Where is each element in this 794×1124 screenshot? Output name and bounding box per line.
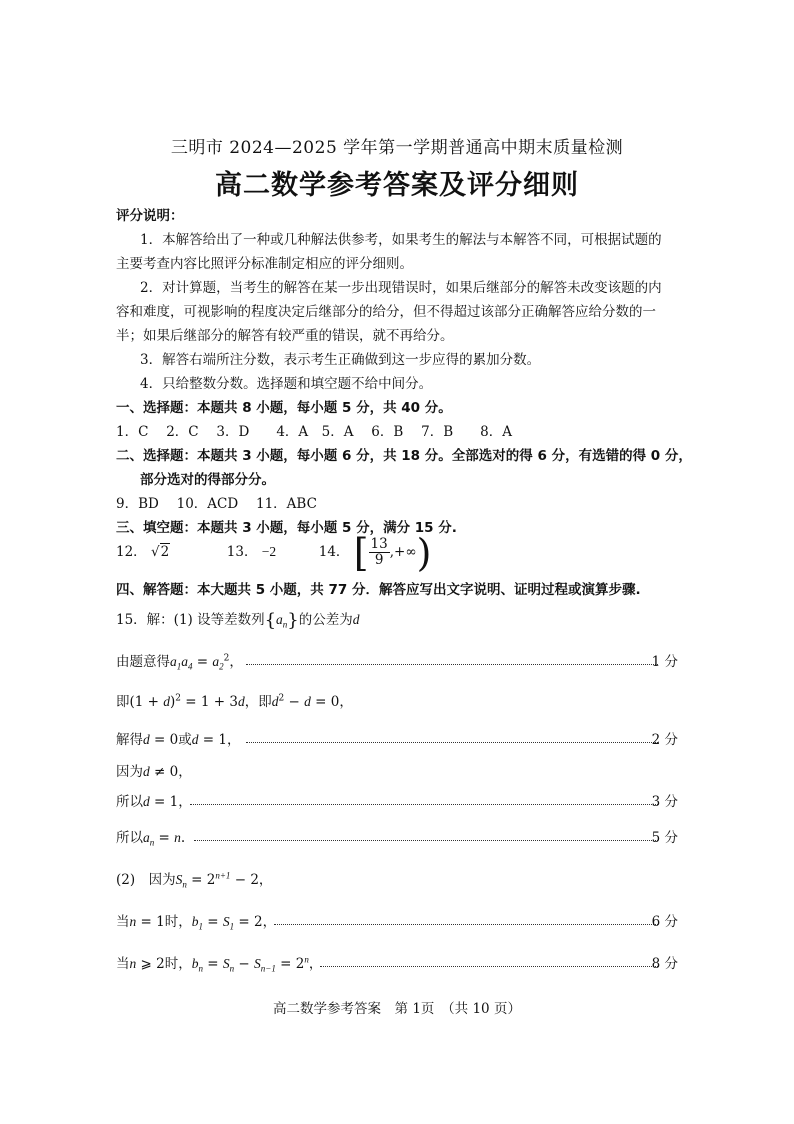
q15-part-2-step-2: 当n ⩾ 2时，$b_n = S_n - S_{n-1} = 2^n$， [116, 954, 323, 974]
leader-dots [246, 742, 658, 743]
grading-notes-heading: 评分说明： [116, 208, 184, 224]
q14-answer: [ $\frac{13}{9}$ ,+∞) [353, 530, 432, 575]
note-4: 4．只给整数分数。选择题和填空题不给中间分。 [140, 376, 433, 392]
leader-dots [274, 924, 658, 925]
document-title: 高二数学参考答案及评分细则 [215, 170, 579, 201]
leader-dots [190, 804, 658, 805]
q15-part-2-intro: (2) 因为$S_n = 2^{n+1} - 2$， [116, 870, 273, 890]
q15-step-1: 由题意得$a_1a_4 = a_2^2$， [116, 653, 243, 672]
exam-title: 三明市 2024—2025 学年第一学期普通高中期末质量检测 [170, 138, 624, 158]
q12-answer: √2 [150, 544, 170, 560]
q15-step-6: 所以$a_n = n$. [116, 830, 186, 848]
q15-step-5: 所以d = 1， [116, 794, 192, 810]
q13-answer: −2 [261, 544, 277, 559]
q15-step-4: 因为d ≠ 0， [116, 764, 192, 780]
q12-label: 12． [116, 544, 147, 560]
section-4-heading: 四、解答题：本大题共 5 小题，共 77 分．解答应写出文字说明、证明过程或演算步骤. [116, 582, 641, 598]
note-3: 3．解答右端所注分数，表示考生正确做到这一步应得的累加分数。 [140, 352, 541, 368]
score-part-2-step-1: 6 分 [651, 914, 678, 930]
section-3-heading: 三、填空题：本题共 3 小题，每小题 5 分，满分 15 分. [116, 520, 457, 536]
leader-dots [246, 664, 658, 665]
section-2-heading-line-1: 二、选择题：本题共 3 小题，每小题 6 分，共 18 分。全部选对的得 6 分，有选错的得 0 分， [116, 448, 692, 464]
score-step-3: 2 分 [651, 732, 678, 748]
page-footer: 高二数学参考答案 第 1页 （共 10 页） [273, 1001, 521, 1017]
note-1-line-2: 主要考查内容比照评分标准制定相应的评分细则。 [116, 256, 413, 272]
score-step-5: 3 分 [651, 794, 678, 810]
section-2-heading-line-2: 部分选对的得部分分。 [140, 472, 275, 488]
score-step-6: 5 分 [651, 830, 678, 846]
section-1-heading: 一、选择题：本题共 8 小题，每小题 5 分，共 40 分。 [116, 400, 452, 416]
score-part-2-step-2: 8 分 [651, 956, 678, 972]
q15-part-2-step-1: 当n = 1时，$b_1 = S_1 = 2$， [116, 914, 277, 932]
q15-intro: 15．解：(1) 设等差数列$\{a_n\}$的公差为d [116, 610, 360, 631]
fill-in-answers [116, 530, 431, 574]
leader-dots [320, 966, 658, 967]
score-step-1: 1 分 [651, 654, 678, 670]
note-2-line-3: 半；如果后继部分的解答有较严重的错误，就不再给分。 [116, 328, 454, 344]
q13-label: 13． [226, 544, 258, 560]
q15-step-3: 解得d = 0或d = 1， [116, 732, 241, 748]
section-1-answers: 1．C 2．C 3．D 4．A 5．A 6．B 7．B 8．A [116, 424, 512, 440]
note-1-line-1: 1．本解答给出了一种或几种解法供参考，如果考生的解法与本解答不同，可根据试题的 [140, 232, 662, 248]
q14-label: 14． [318, 544, 350, 560]
note-2-line-2: 容和难度，可视影响的程度决定后继部分的给分，但不得超过该部分正确解答应给分数的一 [116, 304, 656, 320]
section-2-answers: 9．BD 10．ACD 11．ABC [116, 496, 317, 512]
q15-step-2: 即$(1 + d)^2 = 1 + 3d$，即$d^2 - d = 0$， [116, 693, 353, 710]
note-2-line-1: 2．对计算题，当考生的解答在某一步出现错误时，如果后继部分的解答未改变该题的内 [140, 280, 662, 296]
leader-dots [194, 840, 658, 841]
